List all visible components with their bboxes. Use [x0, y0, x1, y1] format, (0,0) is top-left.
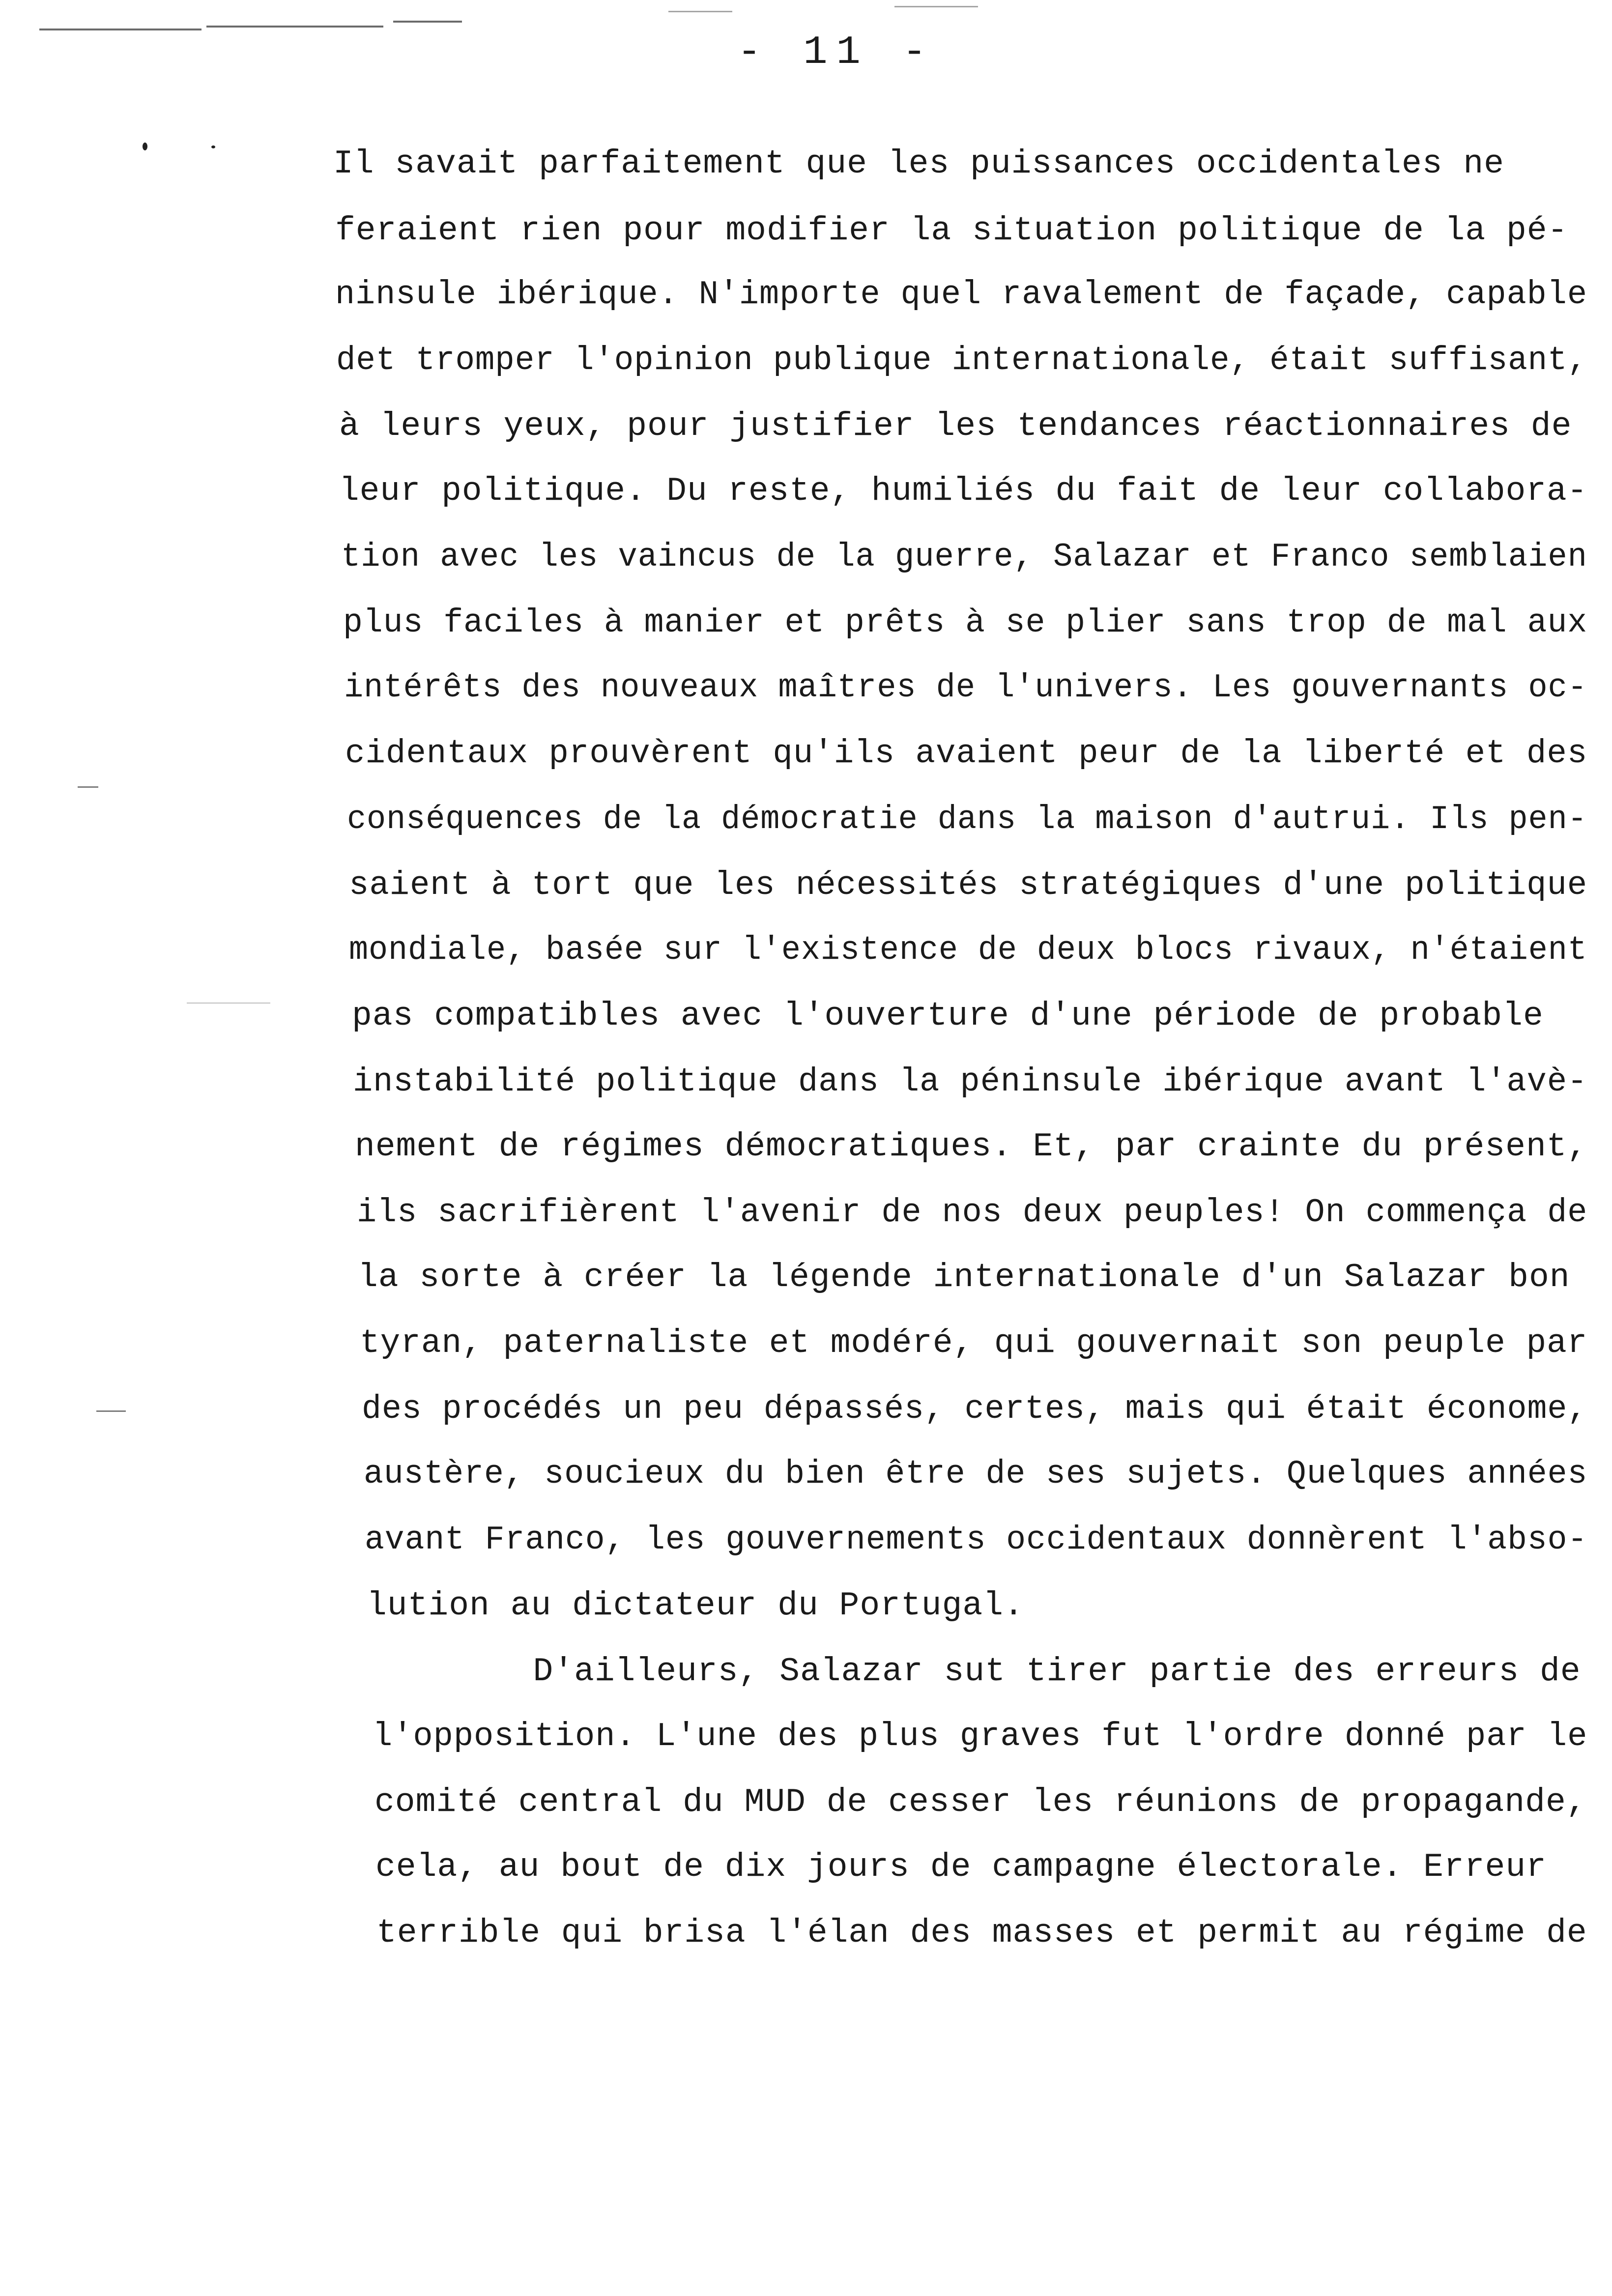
text-line: cidentaux prouvèrent qu'ils avaient peur de la liberté et des	[345, 735, 1588, 773]
text-line: tyran, paternaliste et modéré, qui gouvernait son peuple par	[360, 1324, 1588, 1362]
text-line: feraient rien pour modifier la situation politique de la pé-	[335, 212, 1568, 250]
text-line: Il savait parfaitement que les puissances occidentales ne	[333, 145, 1504, 183]
text-line: instabilité politique dans la péninsule ibérique avant l'avè-	[353, 1063, 1588, 1101]
text-line: terrible qui brisa l'élan des masses et permit au régime de	[376, 1914, 1587, 1952]
text-line: intérêts des nouveaux maîtres de l'univers. Les gouvernants oc-	[344, 669, 1587, 707]
text-line: des procédés un peu dépassés, certes, mais qui était économe,	[362, 1390, 1588, 1428]
text-line: leur politique. Du reste, humiliés du fait de leur collabora-	[339, 472, 1588, 510]
text-line: pas compatibles avec l'ouverture d'une période de probable	[352, 997, 1544, 1035]
text-line: à leurs yeux, pour justifier les tendances réactionnaires de	[339, 407, 1572, 445]
text-line: ninsule ibérique. N'importe quel ravalement de façade, capable	[335, 276, 1587, 314]
text-line: l'opposition. L'une des plus graves fut l'ordre donné par le	[373, 1718, 1588, 1755]
text-line: plus faciles à manier et prêts à se plier sans trop de mal aux	[343, 604, 1588, 642]
text-line: cela, au bout de dix jours de campagne électorale. Erreur	[375, 1848, 1547, 1886]
text-line: conséquences de la démocratie dans la maison d'autrui. Ils pen-	[347, 801, 1587, 838]
text-line: D'ailleurs, Salazar sut tirer partie des erreurs de	[369, 1653, 1581, 1691]
text-line: austère, soucieux du bien être de ses sujets. Quelques années	[364, 1455, 1588, 1493]
page-number: - 11 -	[737, 29, 936, 75]
text-line: la sorte à créer la légende internationale d'un Salazar bon	[358, 1259, 1570, 1296]
text-line: saient à tort que les nécessités stratégiques d'une politique	[349, 866, 1588, 904]
text-line: nement de régimes démocratiques. Et, par crainte du présent,	[355, 1128, 1588, 1166]
text-line: avant Franco, les gouvernements occidentaux donnèrent l'abso-	[365, 1521, 1588, 1559]
text-line: tion avec les vaincus de la guerre, Salazar et Franco semblaien	[341, 538, 1587, 576]
text-line: det tromper l'opinion publique internationale, était suffisant,	[336, 342, 1587, 379]
text-line: ils sacrifièrent l'avenir de nos deux peuples! On commença de	[357, 1194, 1588, 1232]
text-line: comité central du MUD de cesser les réunions de propagande,	[374, 1783, 1587, 1821]
text-line: lution au dictateur du Portugal.	[367, 1587, 1024, 1625]
text-line: mondiale, basée sur l'existence de deux blocs rivaux, n'étaient	[349, 931, 1587, 969]
